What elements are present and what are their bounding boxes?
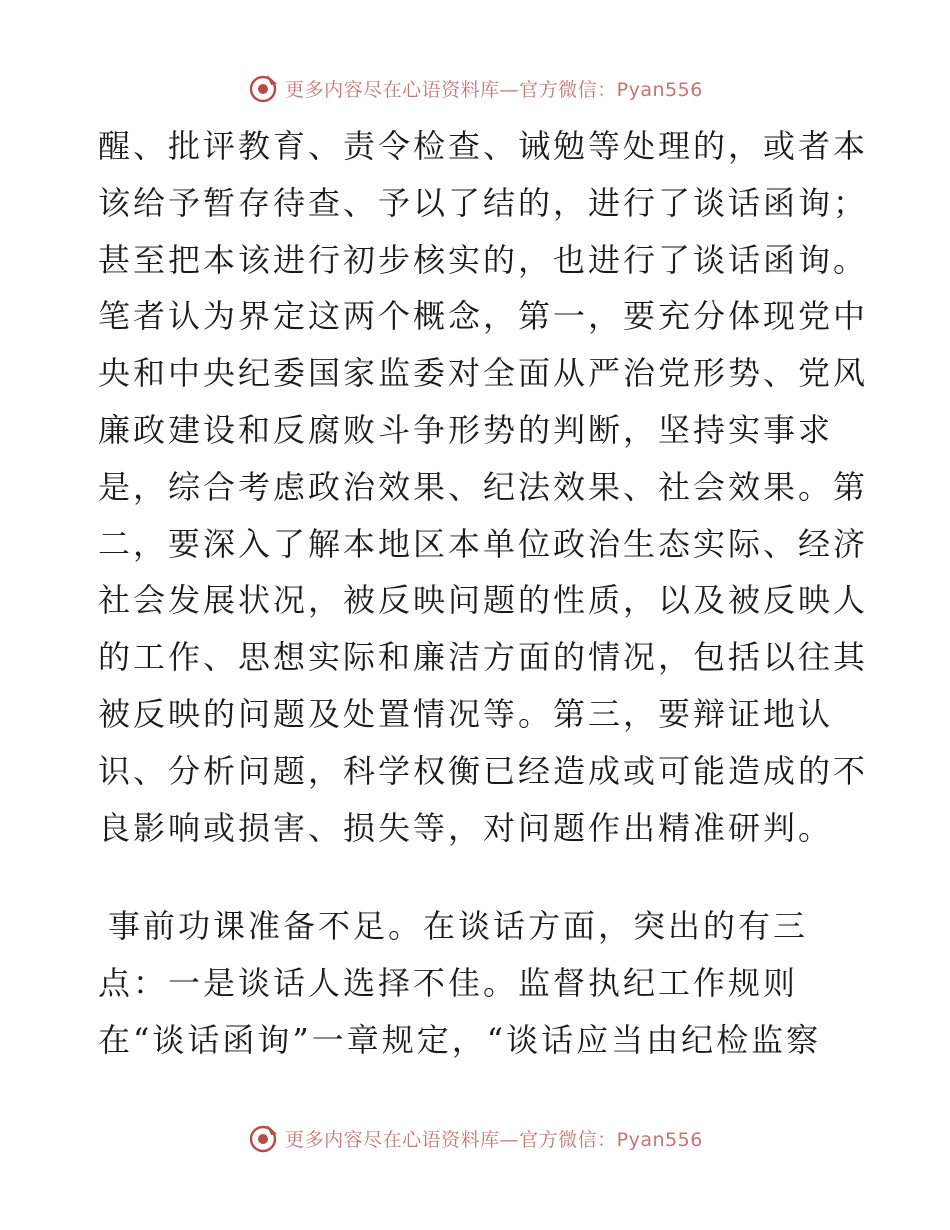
brand-logo-icon (247, 1122, 279, 1154)
text-line: 点：一是谈话人选择不佳。监督执纪工作规则 (98, 963, 799, 1002)
text-line: 甚至把本该进行初步核实的，也进行了谈话函询。 (98, 240, 869, 279)
text-line: 识、分析问题，科学权衡已经造成或可能造成的不 (98, 751, 869, 790)
brand-logo-icon (247, 72, 279, 104)
text-line: 良影响或损害、损失等，对问题作出精准研判。 (98, 808, 834, 847)
text-line: 二，要深入了解本地区本单位政治生态实际、经济 (98, 524, 869, 563)
text-line: 笔者认为界定这两个概念，第一，要充分体现党中 (98, 297, 869, 336)
text-line: 该给予暂存待查、予以了结的，进行了谈话函询； (98, 183, 869, 222)
text-line: 醒、批评教育、责令检查、诫勉等处理的，或者本 (98, 127, 869, 165)
text-line: 事前功课准备不足。在谈话方面，突出的有三 (108, 907, 809, 945)
watermark-text: 更多内容尽在心语资料库—官方微信：Pyan556 (285, 78, 703, 101)
paragraph-1 (98, 118, 868, 856)
page-header-watermark (0, 72, 950, 104)
text-line: 被反映的问题及处置情况等。第三，要辩证地认 (98, 694, 834, 733)
text-line: 央和中央纪委国家监委对全面从严治党形势、党风 (98, 354, 869, 393)
text-line: 在“谈话函询”一章规定，“谈话应当由纪检监察 (98, 1020, 822, 1059)
text-line: 是，综合考虑政治效果、纪法效果、社会效果。第 (98, 467, 869, 506)
text-line: 廉政建设和反腐败斗争形势的判断，坚持实事求 (98, 410, 834, 449)
text-line: 社会发展状况，被反映问题的性质，以及被反映人 (98, 581, 869, 620)
text-line: 的工作、思想实际和廉洁方面的情况，包括以往其 (98, 638, 869, 677)
paragraph-2 (98, 898, 868, 1068)
page-footer-watermark (0, 1122, 950, 1154)
watermark-text: 更多内容尽在心语资料库—官方微信：Pyan556 (285, 1128, 703, 1151)
